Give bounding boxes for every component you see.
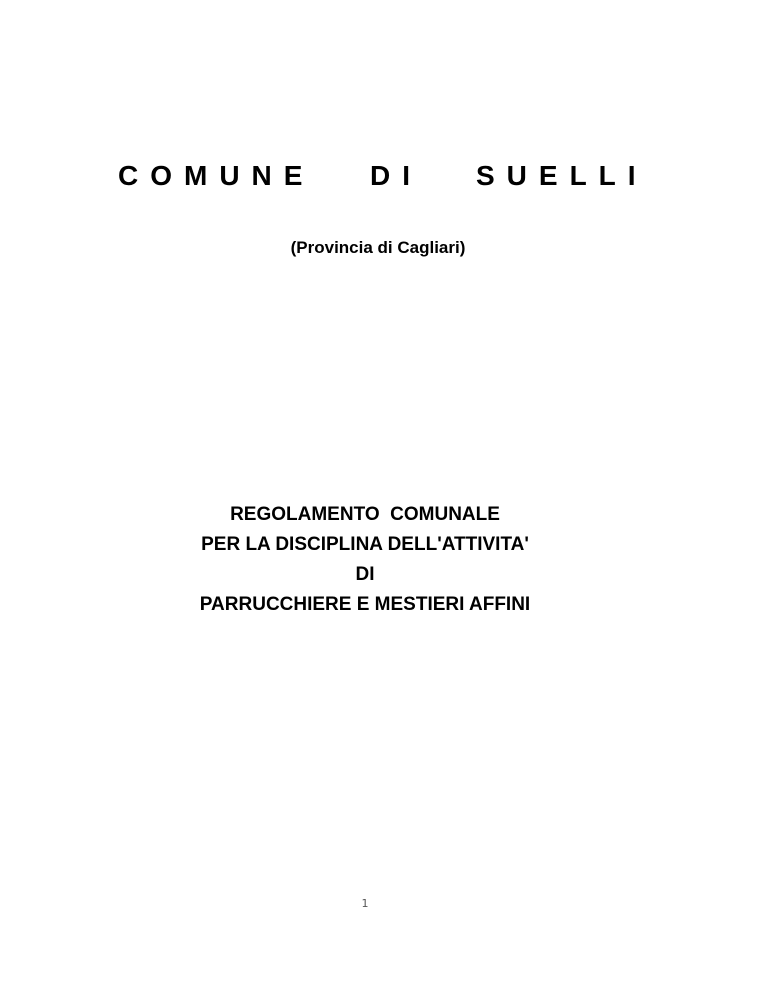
heading-word-di: DI <box>370 160 422 191</box>
title-line-1: REGOLAMENTO COMUNALE <box>230 504 500 525</box>
province-subtitle <box>0 238 768 258</box>
title-line-3: DI <box>355 564 375 585</box>
page-number: 1 <box>361 897 369 910</box>
title-line-4: PARRUCCHIERE E MESTIERI AFFINI <box>199 594 531 615</box>
regulation-title <box>0 500 730 620</box>
title-line-2: PER LA DISCIPLINA DELL'ATTIVITA' <box>201 534 529 555</box>
municipality-heading <box>0 160 768 192</box>
heading-word-suelli: SUELLI <box>476 160 648 191</box>
province-text: (Provincia di Cagliari) <box>290 238 466 257</box>
heading-word-comune: COMUNE <box>118 160 315 191</box>
